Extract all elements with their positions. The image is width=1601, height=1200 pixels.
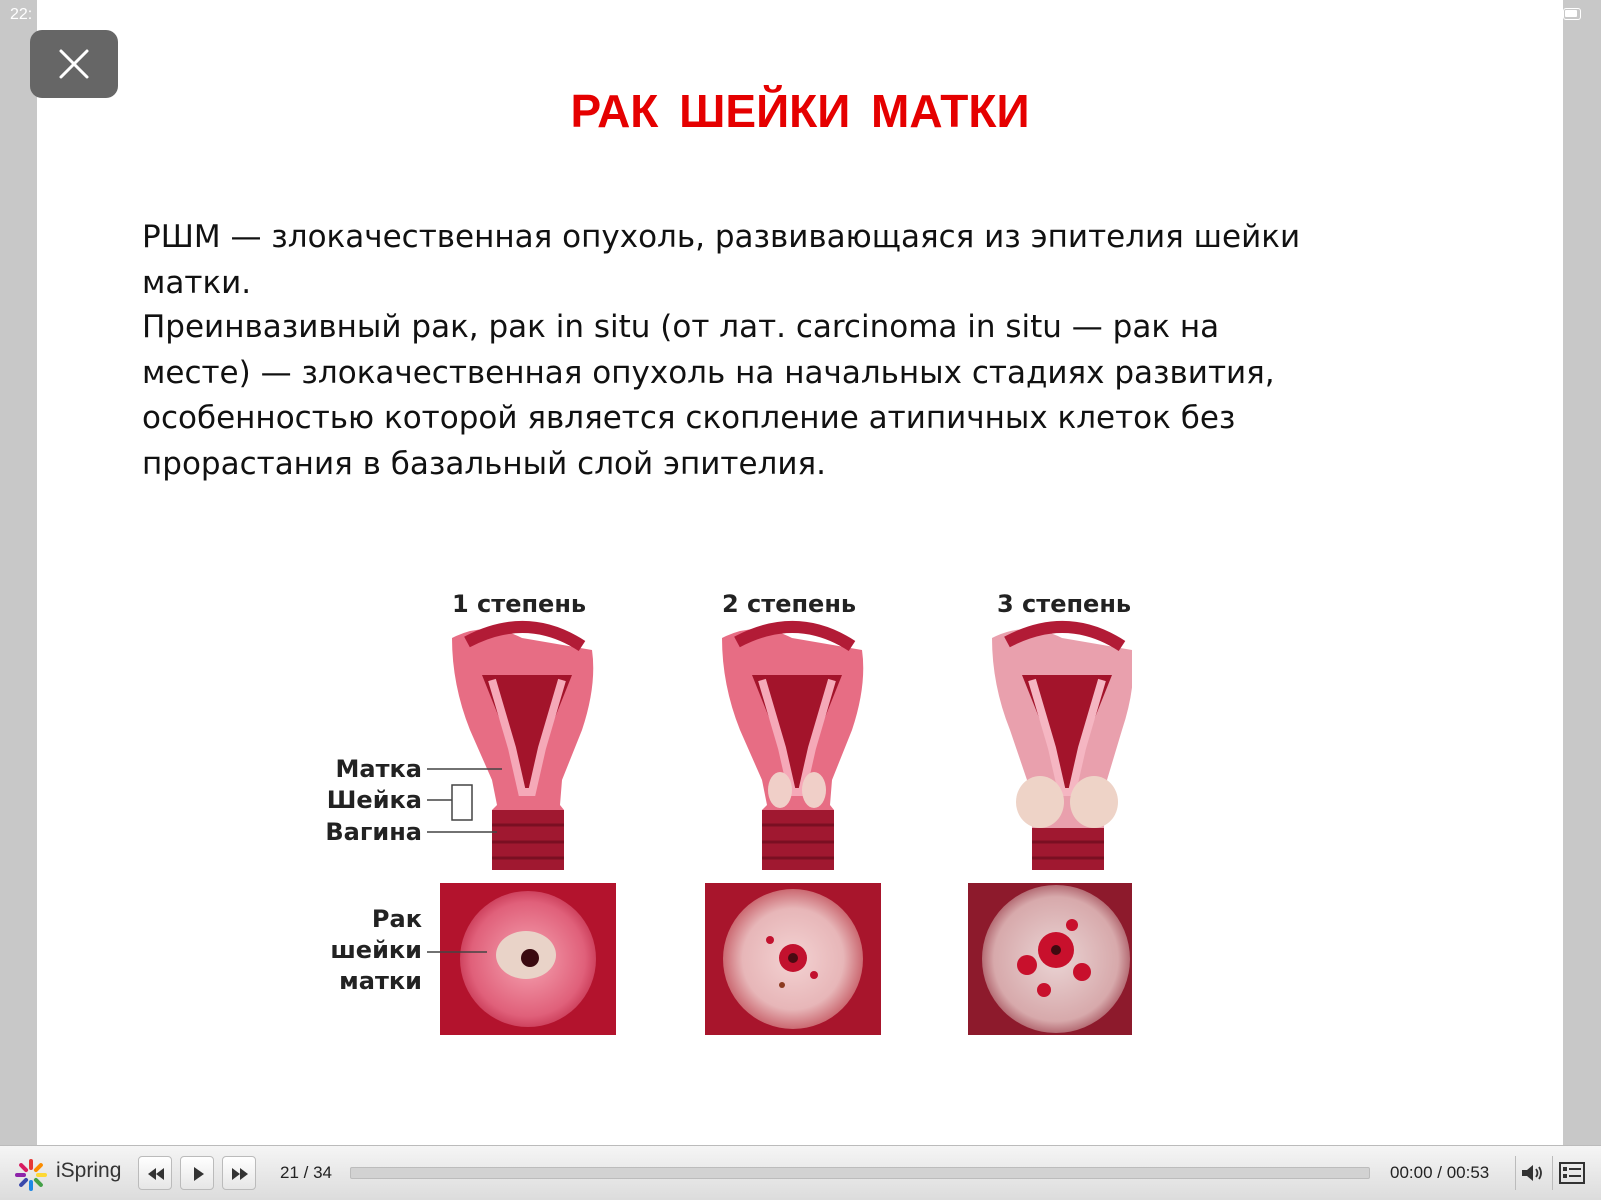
outline-icon [1559,1162,1585,1184]
slide-title: РАК ШЕЙКИ МАТКИ [570,85,1030,137]
cervix-photo-stage-3 [968,883,1132,1035]
previous-slide-button[interactable] [138,1156,172,1190]
status-time: 22: [10,6,33,23]
cervix-photo-stage-2 [705,883,881,1035]
cervix-label: Шейка [326,786,422,814]
paragraph-line: матки. [142,264,252,301]
cervix-photo-stage-1 [440,883,616,1035]
uterus-label: Матка [335,755,422,783]
volume-icon [1520,1163,1548,1183]
slide-counter: 21 / 34 [280,1163,332,1182]
time-display: 00:00 / 00:53 [1390,1163,1490,1182]
ispring-brand: iSpring [56,1159,122,1182]
cancer-label-line: матки [339,967,422,995]
definition-paragraph [142,215,1377,306]
vagina-label: Вагина [325,818,422,846]
slide [37,0,1563,1145]
next-slide-button[interactable] [222,1156,256,1190]
ispring-logo-icon [14,1158,48,1192]
uterus-stage-1 [452,627,593,870]
progress-bar[interactable] [350,1167,1370,1179]
paragraph-line: прорастания в базальный слой эпителия. [142,445,826,482]
volume-button[interactable] [1515,1156,1547,1190]
stage-2-label: 2 степень [722,590,857,618]
fast-forward-icon [230,1166,250,1182]
rewind-icon [146,1166,166,1182]
stage-3-label: 3 степень [997,590,1132,618]
cancer-label-line: Рак [371,905,422,933]
play-button[interactable] [180,1156,214,1190]
paragraph-line: РШМ — злокачественная опухоль, развивающаяся из эпителия шейки [142,219,1301,255]
cancer-label-line: шейки [330,936,422,964]
close-button[interactable] [30,30,118,98]
stage-1-label: 1 степень [452,590,587,618]
in-situ-paragraph [142,305,1377,487]
paragraph-line: Преинвазивный рак, рак in situ (от лат. carcinoma in situ — рак на [142,309,1220,345]
paragraph-line: месте) — злокачественная опухоль на начальных стадиях развития, [142,354,1275,391]
close-icon [58,48,90,80]
battery-icon [1563,8,1581,20]
uterus-stage-3 [992,627,1132,870]
cervical-cancer-stages-illustration [292,580,1132,1050]
paragraph-line: особенностью которой является скопление атипичных клеток без [142,400,1236,436]
play-icon [188,1166,208,1182]
player-bar [0,1145,1601,1200]
outline-button[interactable] [1552,1156,1588,1190]
uterus-stage-2 [722,627,863,870]
